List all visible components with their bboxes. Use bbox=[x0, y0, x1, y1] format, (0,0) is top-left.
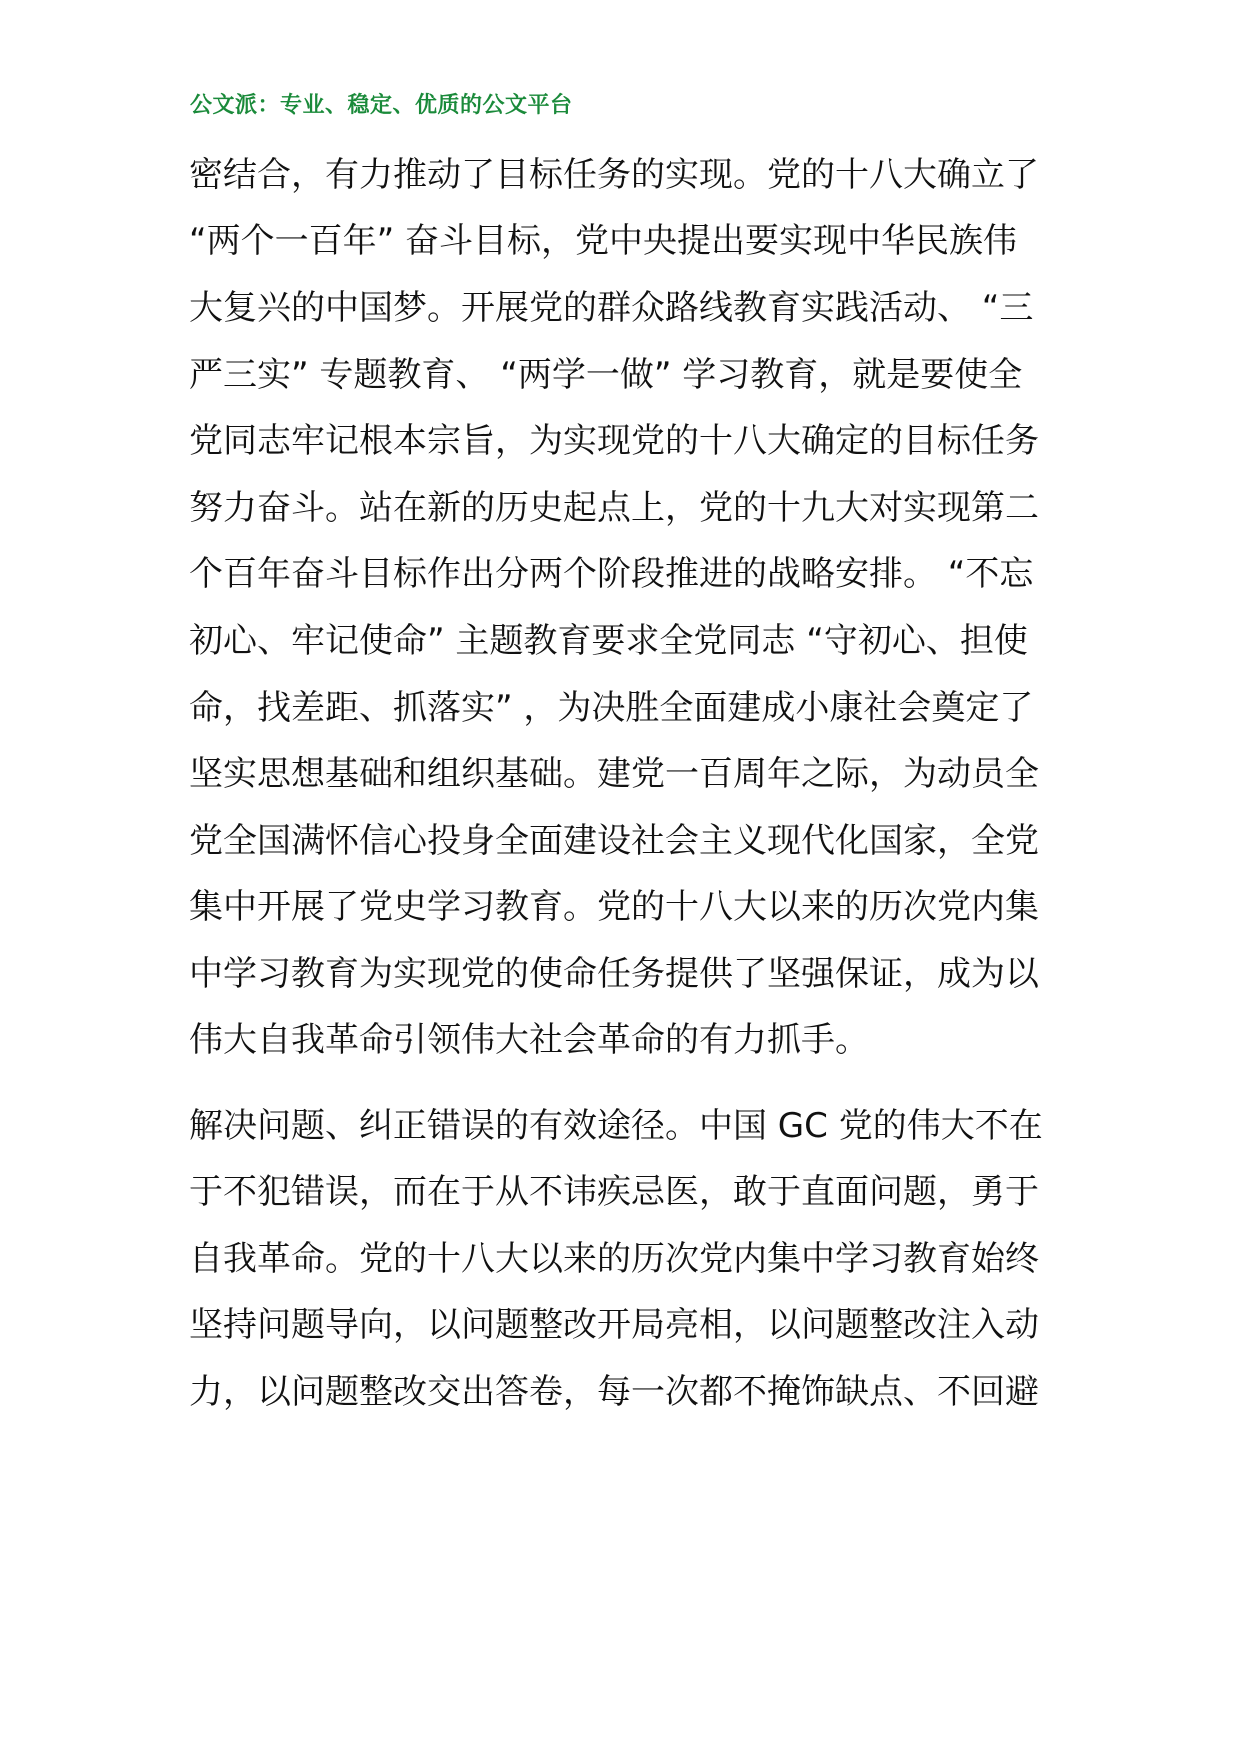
body-line: 于不犯错误，而在于从不讳疾忌医，敢于直面问题，勇于 bbox=[189, 1172, 1039, 1212]
page-header-title: 公文派：专业、稳定、优质的公文平台 bbox=[190, 93, 573, 118]
body-line: 命，找差距、抓落实” ，为决胜全面建成小康社会奠定了 bbox=[189, 688, 1034, 728]
body-line: 伟大自我革命引领伟大社会革命的有力抓手。 bbox=[189, 1020, 869, 1060]
body-line: 努力奋斗。站在新的历史起点上，党的十九大对实现第二 bbox=[189, 488, 1039, 528]
body-line: 中学习教育为实现党的使命任务提供了坚强保证，成为以 bbox=[189, 954, 1039, 994]
body-line: 严三实” 专题教育、 “两学一做” 学习教育，就是要使全 bbox=[189, 355, 1023, 395]
body-line: 坚持问题导向，以问题整改开局亮相，以问题整改注入动 bbox=[189, 1305, 1039, 1345]
body-line: 力，以问题整改交出答卷，每一次都不掩饰缺点、不回避 bbox=[189, 1372, 1039, 1412]
body-line: 个百年奋斗目标作出分两个阶段推进的战略安排。 “不忘 bbox=[189, 554, 1034, 594]
body-line: 集中开展了党史学习教育。党的十八大以来的历次党内集 bbox=[189, 887, 1039, 927]
body-line: 密结合，有力推动了目标任务的实现。党的十八大确立了 bbox=[189, 155, 1039, 195]
body-line: 党全国满怀信心投身全面建设社会主义现代化国家，全党 bbox=[189, 821, 1039, 861]
body-line: “两个一百年” 奋斗目标，党中央提出要实现中华民族伟 bbox=[189, 221, 1018, 261]
body-line: 坚实思想基础和组织基础。建党一百周年之际，为动员全 bbox=[189, 754, 1039, 794]
body-line: 自我革命。党的十八大以来的历次党内集中学习教育始终 bbox=[189, 1239, 1039, 1279]
body-line: 解决问题、纠正错误的有效途径。中国 GC 党的伟大不在 bbox=[189, 1106, 1043, 1146]
body-line: 初心、牢记使命” 主题教育要求全党同志 “守初心、担使 bbox=[189, 621, 1028, 661]
body-line: 党同志牢记根本宗旨，为实现党的十八大确定的目标任务 bbox=[189, 421, 1039, 461]
body-line: 大复兴的中国梦。开展党的群众路线教育实践活动、 “三 bbox=[189, 288, 1034, 328]
